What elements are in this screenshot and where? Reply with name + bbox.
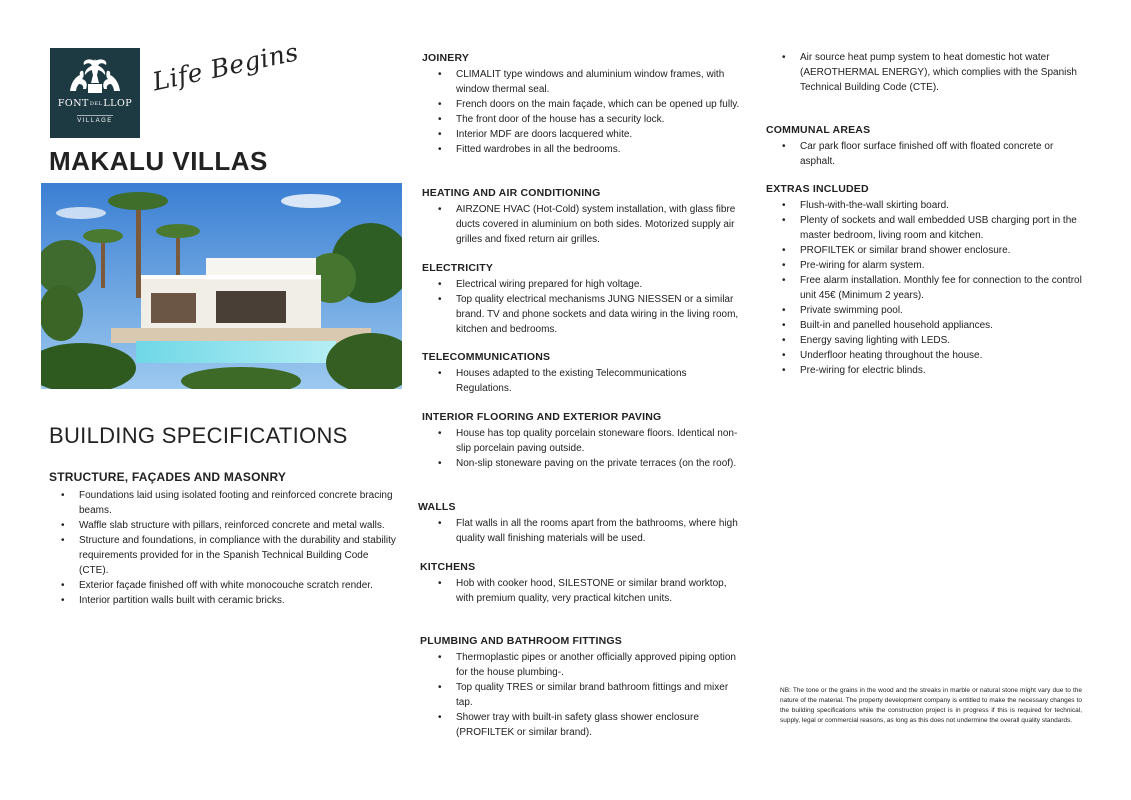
section-structure bbox=[49, 470, 399, 608]
list-item: • Private swimming pool. bbox=[766, 303, 1086, 318]
section-heading: ELECTRICITY bbox=[422, 262, 494, 274]
section-heading: COMMUNAL AREAS bbox=[766, 124, 871, 136]
list-item: • The front door of the house has a security lock. bbox=[422, 112, 742, 127]
list-item: • Foundations laid using isolated footing and reinforced concrete bracing beams. bbox=[49, 488, 399, 518]
list-item: • Built-in and panelled household appliances. bbox=[766, 318, 1086, 333]
section-heading: JOINERY bbox=[422, 52, 470, 64]
list-item: • Non-slip stoneware paving on the private terraces (on the roof). bbox=[422, 456, 742, 471]
section-walls bbox=[418, 500, 742, 546]
specifications-title: BUILDING SPECIFICATIONS bbox=[49, 423, 348, 448]
list-item: • Underfloor heating throughout the house. bbox=[766, 348, 1086, 363]
tagline: Life Begins bbox=[150, 37, 301, 97]
list-item: • Electrical wiring prepared for high voltage. bbox=[422, 277, 742, 292]
list-item: • French doors on the main façade, which can be opened up fully. bbox=[422, 97, 742, 112]
list-item: • Pre-wiring for alarm system. bbox=[766, 258, 1086, 273]
page-title: MAKALU VILLAS bbox=[49, 146, 268, 176]
list-item: • PROFILTEK or similar brand shower enclosure. bbox=[766, 243, 1086, 258]
section-telecom bbox=[422, 350, 742, 396]
section-heat-pump bbox=[766, 50, 1086, 95]
list-item: • Pre-wiring for electric blinds. bbox=[766, 363, 1086, 378]
list-item: • Houses adapted to the existing Telecommunications Regulations. bbox=[422, 366, 742, 396]
section-heading: KITCHENS bbox=[420, 561, 476, 573]
section-heading: HEATING AND AIR CONDITIONING bbox=[422, 187, 601, 199]
list-item: • Shower tray with built-in safety glass shower enclosure (PROFILTEK or similar brand). bbox=[422, 710, 742, 740]
logo-name: FONTDELLLOP bbox=[57, 98, 133, 109]
list-item: • House has top quality porcelain stoneware floors. Identical non-slip porcelain paving outside. bbox=[422, 426, 742, 456]
horses-emblem-icon bbox=[64, 55, 126, 97]
section-communal bbox=[766, 123, 1086, 169]
list-item: • Exterior façade finished off with white monocouche scratch render. bbox=[49, 578, 399, 593]
section-extras bbox=[766, 182, 1086, 378]
list-item: • Hob with cooker hood, SILESTONE or similar brand worktop, with premium quality, very practical kitchen units. bbox=[422, 576, 742, 606]
list-item: • Plenty of sockets and wall embedded USB charging port in the master bedroom, living room and kitchen. bbox=[766, 213, 1086, 243]
list-item: • CLIMALIT type windows and aluminium window frames, with window thermal seal. bbox=[422, 67, 742, 97]
section-heading: STRUCTURE, FAÇADES AND MASONRY bbox=[49, 470, 287, 484]
list-item: • Car park floor surface finished off with floated concrete or asphalt. bbox=[766, 139, 1086, 169]
list-item: • Interior partition walls built with ceramic bricks. bbox=[49, 593, 399, 608]
list-item: • Flush-with-the-wall skirting board. bbox=[766, 198, 1086, 213]
brand-logo bbox=[50, 48, 140, 138]
list-item: • Top quality TRES or similar brand bathroom fittings and mixer tap. bbox=[422, 680, 742, 710]
list-item: • Interior MDF are doors lacquered white. bbox=[422, 127, 742, 142]
list-item: • Waffle slab structure with pillars, reinforced concrete and metal walls. bbox=[49, 518, 399, 533]
section-heating bbox=[422, 186, 742, 247]
section-heading: EXTRAS INCLUDED bbox=[766, 183, 869, 195]
section-plumbing bbox=[420, 634, 742, 740]
section-electricity bbox=[422, 261, 742, 337]
section-heading: WALLS bbox=[418, 501, 456, 513]
section-heading: TELECOMMUNICATIONS bbox=[422, 351, 551, 363]
list-item: • Flat walls in all the rooms apart from the bathrooms, where high quality wall finishing materials will be used. bbox=[422, 516, 742, 546]
section-heading: PLUMBING AND BATHROOM FITTINGS bbox=[420, 635, 622, 647]
logo-subtitle: VILLAGE bbox=[77, 115, 113, 124]
list-item: • Thermoplastic pipes or another officially approved piping option for the house plumbing-. bbox=[422, 650, 742, 680]
disclaimer-note: NB: The tone or the grains in the wood and the streaks in marble or natural stone might vary due to the nature of the material. The property development company is entitled to make the necessary changes to the building specifications while the construction project is in progress if this is required for technical, supply, legal or commercial reasons, as long as this does not undermine the overall quality standards. bbox=[780, 687, 1082, 724]
section-kitchens bbox=[420, 560, 742, 606]
list-item: • AIRZONE HVAC (Hot-Cold) system installation, with glass fibre ducts covered in aluminium on both sides. Motorized supply air grilles and fixed return air grilles. bbox=[422, 202, 742, 247]
list-item: • Fitted wardrobes in all the bedrooms. bbox=[422, 142, 742, 157]
section-heading: INTERIOR FLOORING AND EXTERIOR PAVING bbox=[422, 411, 662, 423]
list-item: • Free alarm installation. Monthly fee for connection to the control unit 45€ (Minimum 2 years). bbox=[766, 273, 1086, 303]
list-item: • Structure and foundations, in compliance with the durability and stability requirements provided for in the Spanish Technical Building Code (CTE). bbox=[49, 533, 399, 578]
villa-photo bbox=[41, 183, 402, 389]
section-joinery bbox=[422, 51, 742, 157]
list-item: • Air source heat pump system to heat domestic hot water (AEROTHERMAL ENERGY), which complies with the Spanish Technical Building Code (CTE). bbox=[766, 50, 1086, 95]
list-item: • Energy saving lighting with LEDS. bbox=[766, 333, 1086, 348]
section-flooring bbox=[422, 410, 742, 471]
list-item: • Top quality electrical mechanisms JUNG NIESSEN or a similar brand. TV and phone sockets and data wiring in the living room, kitchen and bedrooms. bbox=[422, 292, 742, 337]
